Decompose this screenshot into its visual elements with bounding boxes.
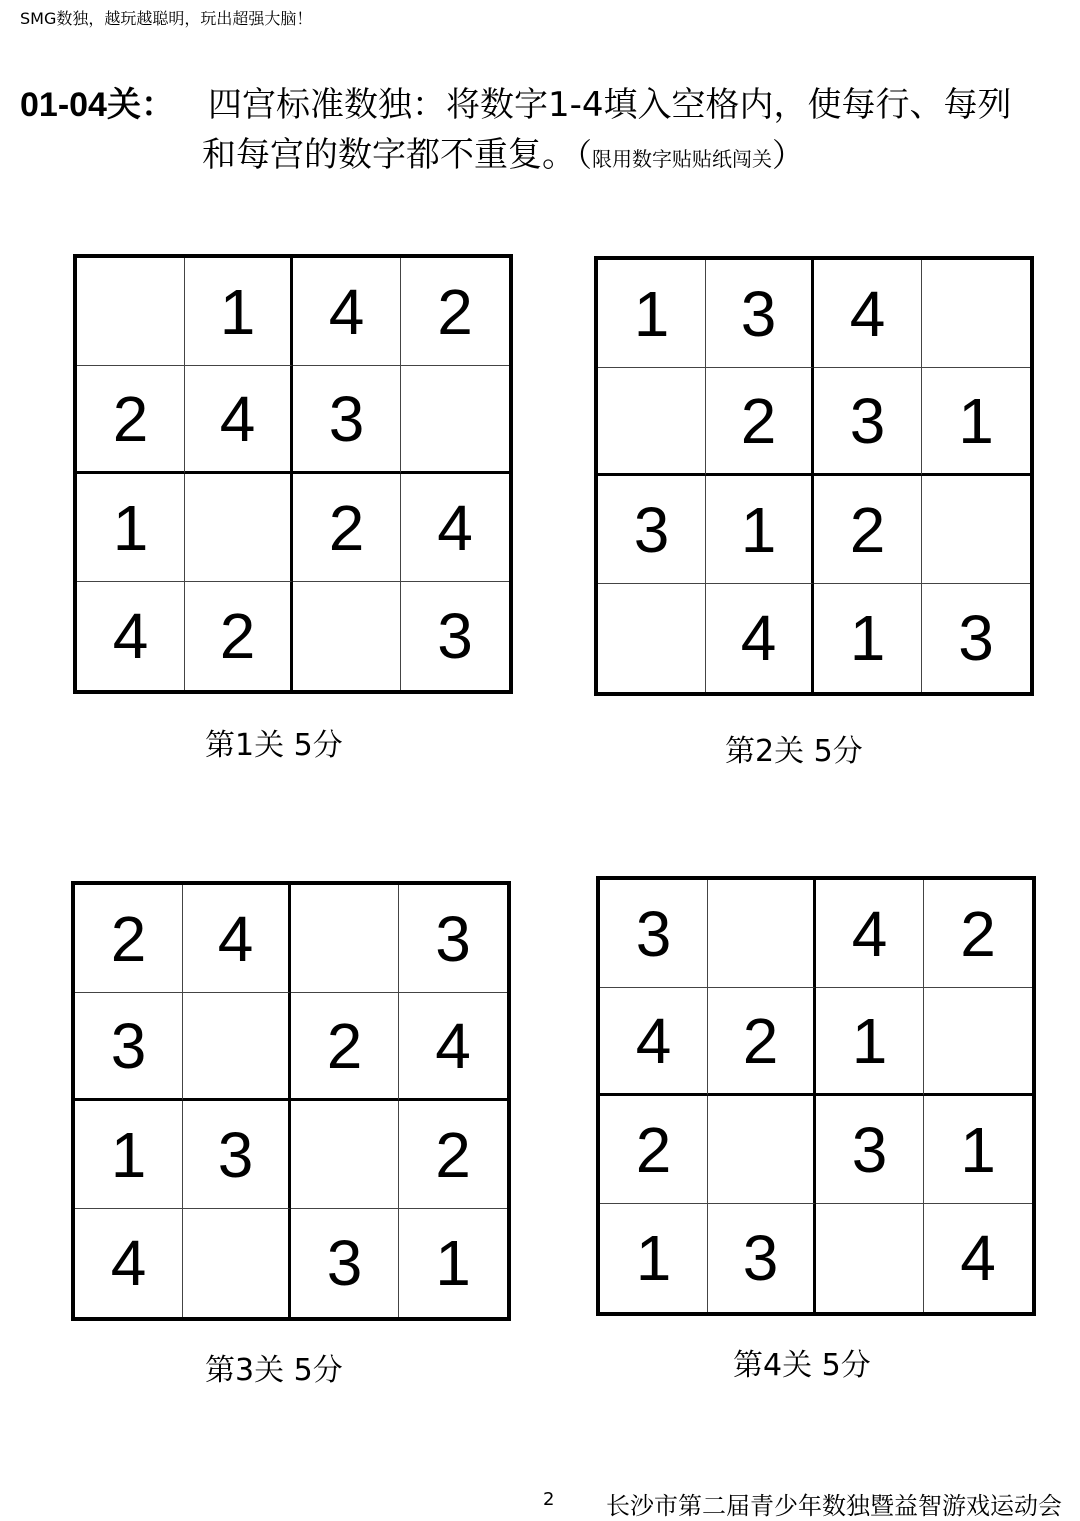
empty-cell[interactable] — [598, 584, 706, 692]
empty-cell[interactable] — [922, 260, 1030, 368]
empty-cell[interactable] — [291, 1101, 399, 1209]
given-cell: 2 — [708, 988, 816, 1096]
empty-cell[interactable] — [922, 476, 1030, 584]
level-1-caption: 第1关 5分 — [205, 728, 343, 763]
given-cell: 4 — [401, 474, 509, 582]
given-cell: 4 — [814, 260, 922, 368]
empty-cell[interactable] — [708, 880, 816, 988]
sticker-note: 限用数字贴贴纸闯关 — [592, 147, 773, 171]
given-cell: 1 — [435, 1227, 471, 1299]
level-3-caption: 第3关 5分 — [205, 1353, 343, 1388]
given-cell: 1 — [706, 476, 814, 584]
given-cell: 3 — [708, 1204, 816, 1312]
empty-cell[interactable] — [77, 258, 185, 366]
given-cell: 2 — [77, 366, 185, 474]
given-cell: 4 — [706, 584, 814, 692]
given-cell: 3 — [958, 602, 994, 674]
given-cell: 4 — [960, 1222, 996, 1294]
event-footer: 长沙市第二届青少年数独暨益智游戏运动会 — [606, 1492, 1062, 1520]
empty-cell[interactable] — [183, 993, 291, 1101]
header-note: SMG数独，越玩越聪明，玩出超强大脑！ — [20, 9, 313, 28]
given-cell: 1 — [600, 1204, 708, 1312]
given-cell: 3 — [706, 260, 814, 368]
given-cell: 2 — [924, 880, 1032, 988]
given-cell: 3 — [183, 1101, 291, 1209]
given-cell: 1 — [924, 1096, 1032, 1204]
given-cell: 4 — [399, 993, 507, 1101]
empty-cell[interactable] — [293, 582, 401, 690]
instructions-line-2-text: 和每宫的数字都不重复。 — [202, 135, 576, 175]
level-2-caption: 第2关 5分 — [725, 734, 863, 769]
empty-cell[interactable] — [291, 885, 399, 993]
empty-cell[interactable] — [401, 366, 509, 474]
instructions-line-2 — [202, 130, 804, 184]
given-cell: 4 — [77, 582, 185, 690]
given-cell: 1 — [75, 1101, 183, 1209]
given-cell: 2 — [291, 993, 399, 1101]
given-cell: 2 — [399, 1101, 507, 1209]
level-4-caption: 第4关 5分 — [733, 1348, 871, 1383]
given-cell: 2 — [401, 258, 509, 366]
given-cell: 2 — [814, 476, 922, 584]
empty-cell[interactable] — [598, 368, 706, 476]
given-cell: 4 — [600, 988, 708, 1096]
empty-cell[interactable] — [816, 1204, 924, 1312]
given-cell: 4 — [816, 880, 924, 988]
given-cell: 3 — [75, 993, 183, 1101]
given-cell: 1 — [922, 368, 1030, 476]
given-cell: 3 — [814, 368, 922, 476]
given-cell: 2 — [706, 368, 814, 476]
given-cell: 4 — [75, 1209, 183, 1317]
given-cell: 3 — [291, 1209, 399, 1317]
given-cell: 4 — [185, 366, 293, 474]
given-cell: 1 — [598, 260, 706, 368]
level-range-label: 01-04关： — [20, 86, 175, 124]
given-cell: 2 — [600, 1096, 708, 1204]
given-cell: 2 — [185, 582, 293, 690]
given-cell: 3 — [816, 1096, 924, 1204]
empty-cell[interactable] — [708, 1096, 816, 1204]
given-cell: 4 — [293, 258, 401, 366]
given-cell: 1 — [816, 988, 924, 1096]
sudoku-grid-1 — [73, 254, 513, 694]
instructions-line-1: 四宫标准数独：将数字1-4填入空格内，使每行、每列 — [208, 85, 1012, 125]
given-cell: 3 — [600, 880, 708, 988]
given-cell: 3 — [598, 476, 706, 584]
given-cell: 3 — [437, 600, 473, 672]
given-cell: 3 — [399, 885, 507, 993]
sudoku-grid-3 — [71, 881, 511, 1321]
empty-cell[interactable] — [185, 474, 293, 582]
paren-close: ） — [772, 136, 805, 174]
sudoku-grid-4 — [596, 876, 1036, 1316]
sudoku-grid-2 — [594, 256, 1034, 696]
empty-cell[interactable] — [183, 1209, 291, 1317]
given-cell: 1 — [814, 584, 922, 692]
given-cell: 2 — [293, 474, 401, 582]
empty-cell[interactable] — [924, 988, 1032, 1096]
given-cell: 3 — [293, 366, 401, 474]
given-cell: 1 — [77, 474, 185, 582]
paren-open: （ — [576, 136, 593, 174]
given-cell: 4 — [183, 885, 291, 993]
given-cell: 1 — [185, 258, 293, 366]
given-cell: 2 — [75, 885, 183, 993]
page-number: 2 — [543, 1489, 555, 1510]
